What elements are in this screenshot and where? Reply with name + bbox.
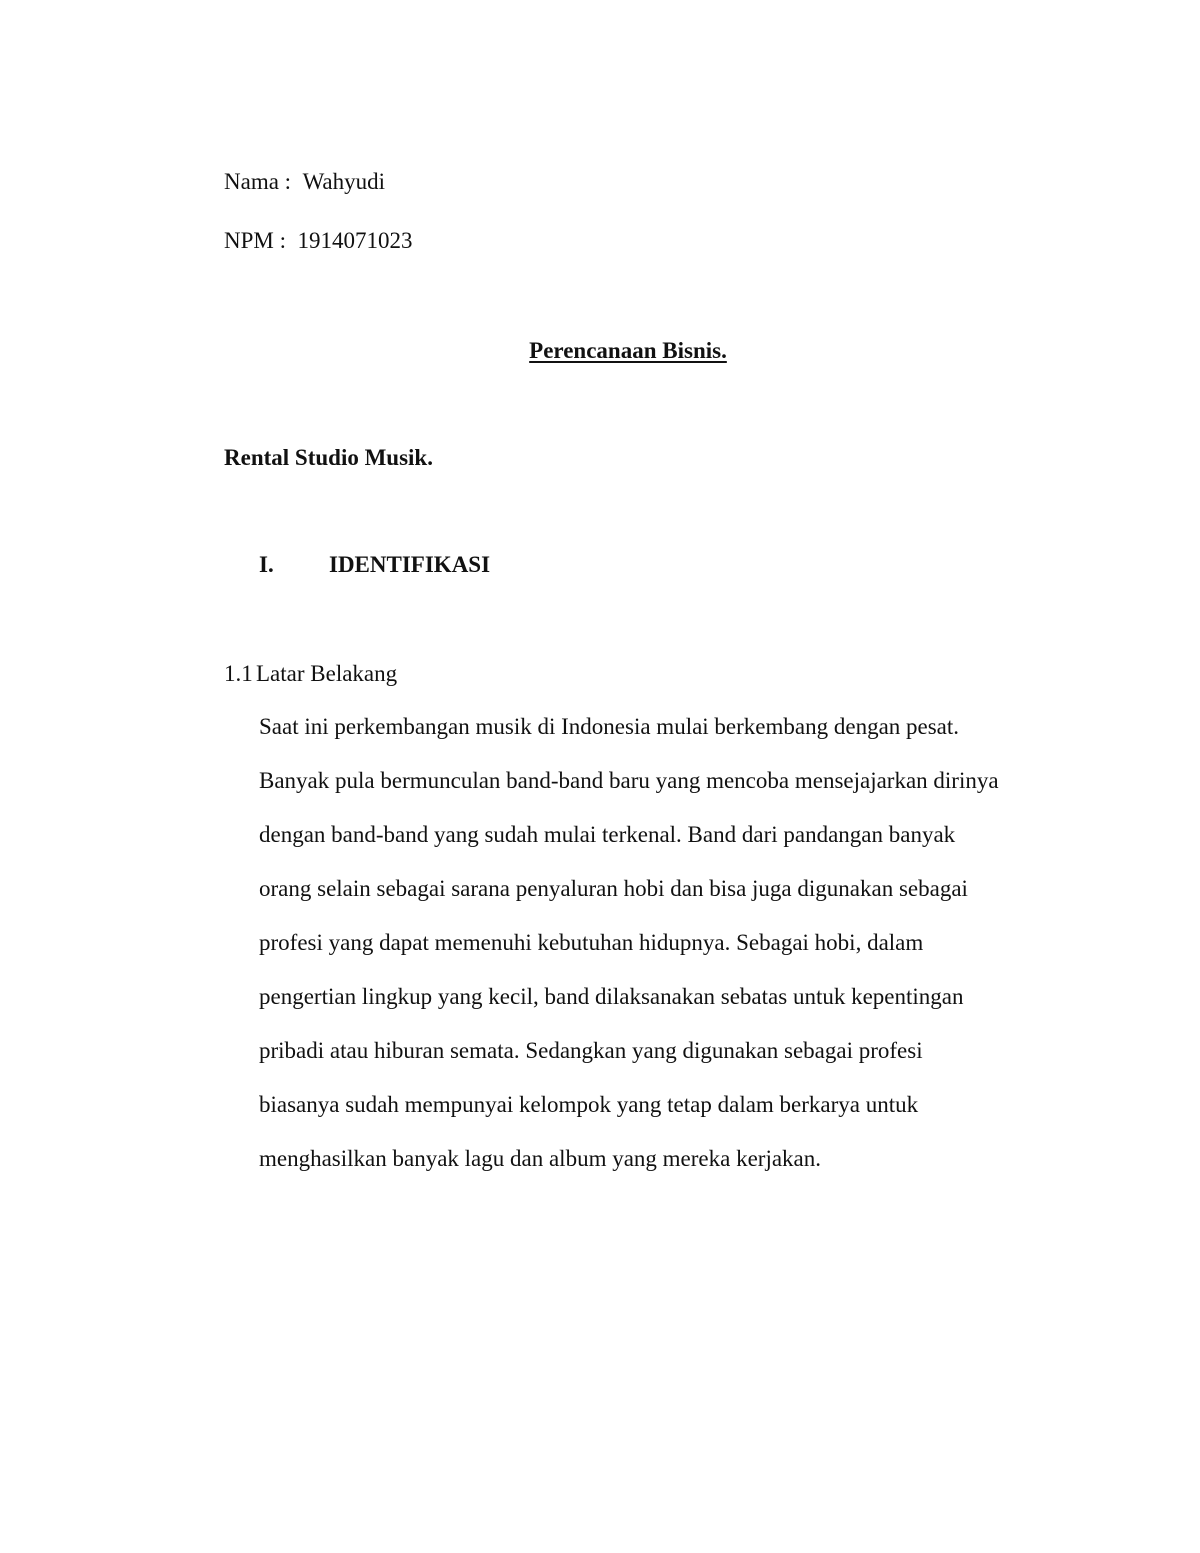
name-value: Wahyudi	[302, 169, 386, 194]
paragraph-line: menghasilkan banyak lagu dan album yang mereka kerjakan.	[259, 1146, 822, 1171]
body-paragraph	[259, 713, 1039, 1199]
section-number: I.	[259, 552, 274, 577]
student-name-row	[224, 168, 385, 196]
paragraph-line: dengan band-band yang sudah mulai terkenal. Band dari pandangan banyak	[259, 822, 956, 847]
document-title: Perencanaan Bisnis.	[529, 338, 727, 363]
paragraph-line: orang selain sebagai sarana penyaluran hobi dan bisa juga digunakan sebagai	[259, 876, 968, 901]
subsection-title: Latar Belakang	[256, 661, 398, 686]
npm-label: NPM :	[224, 228, 286, 253]
paragraph-line: Banyak pula bermunculan band-band baru yang mencoba mensejajarkan dirinya	[259, 768, 999, 793]
name-label: Nama :	[224, 169, 292, 194]
paragraph-line: pengertian lingkup yang kecil, band dilaksanakan sebatas untuk kepentingan	[259, 984, 964, 1009]
paragraph-line: pribadi atau hiburan semata. Sedangkan yang digunakan sebagai profesi	[259, 1038, 923, 1063]
paragraph-line: Saat ini perkembangan musik di Indonesia mulai berkembang dengan pesat.	[259, 714, 960, 739]
section-title: IDENTIFIKASI	[329, 552, 491, 577]
subsection-number: 1.1	[224, 661, 253, 686]
paragraph-line: profesi yang dapat memenuhi kebutuhan hidupnya. Sebagai hobi, dalam	[259, 930, 924, 955]
paragraph-line: biasanya sudah mempunyai kelompok yang tetap dalam berkarya untuk	[259, 1092, 919, 1117]
section-heading	[259, 551, 490, 579]
document-subtitle: Rental Studio Musik.	[224, 445, 433, 470]
subsection-heading	[224, 660, 397, 688]
npm-value: 1914071023	[297, 228, 413, 253]
student-npm-row	[224, 227, 413, 255]
